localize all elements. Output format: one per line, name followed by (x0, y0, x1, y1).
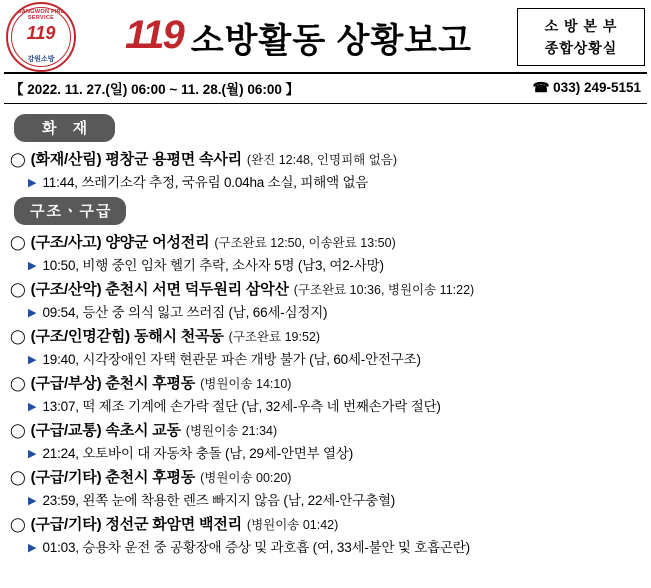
entry-title: (구급/기타) 정선군 화암면 백전리 (30, 516, 242, 533)
hq-line-2: 종합상황실 (544, 40, 618, 56)
circle-bullet-icon: ◯ (10, 516, 26, 532)
entry-main-line (0, 229, 651, 253)
triangle-bullet-icon: ▶ (28, 495, 37, 507)
hq-line-1: 소 방 본 부 (544, 18, 618, 34)
entry-detail: 01:03, 승용차 운전 중 공황장애 증상 및 과호흡 (여, 33세-불안 및 호흡곤란) (42, 540, 470, 555)
triangle-bullet-icon: ▶ (28, 401, 37, 413)
page-title: 소방활동 상황보고 (190, 21, 472, 60)
entry-detail: 11:44, 쓰레기소각 추정, 국유림 0.04ha 소실, 피해액 없음 (42, 175, 369, 190)
entry-status: (병원이송 00:20) (200, 471, 292, 485)
report-period: 【 2022. 11. 27.(일) 06:00 ~ 11. 28.(월) 06:00 】 (10, 82, 300, 97)
entry-detail-line (0, 347, 651, 370)
entry-detail-line (0, 253, 651, 276)
list-item (0, 276, 651, 323)
period-divider (4, 103, 647, 104)
entry-status: (병원이송 21:34) (185, 424, 278, 438)
list-item (0, 417, 651, 464)
entry-detail: 21:24, 오토바이 대 자동차 충돌 (남, 29세-안면부 열상) (42, 446, 354, 461)
section-rescue-entries (0, 227, 651, 558)
list-item (0, 146, 651, 193)
entry-main-line (0, 146, 651, 170)
circle-bullet-icon: ◯ (10, 375, 26, 391)
entry-title: (구급/교통) 속초시 교동 (30, 422, 181, 439)
entry-status: (완진 12:48, 인명피해 없음) (246, 153, 398, 167)
entry-title: (구조/산악) 춘천시 서면 덕두원리 삼악산 (30, 281, 289, 298)
list-item (0, 370, 651, 417)
list-item (0, 511, 651, 558)
entry-status: (병원이송 01:42) (246, 518, 339, 532)
entry-detail: 23:59, 왼쪽 눈에 착용한 렌즈 빠지지 않음 (남, 22세-안구충혈) (42, 493, 396, 508)
entry-main-line (0, 464, 651, 488)
list-item (0, 229, 651, 276)
entry-detail-line (0, 300, 651, 323)
entry-title: (화재/산림) 평창군 용평면 속사리 (30, 151, 242, 168)
section-fire-entries (0, 144, 651, 193)
entry-detail: 10:50, 비행 중인 임차 헬기 추락, 소사자 5명 (남3, 여2-사망) (42, 258, 384, 273)
section-rescue (0, 193, 651, 558)
title-group (76, 13, 517, 62)
circle-bullet-icon: ◯ (10, 151, 26, 167)
entry-detail-line (0, 441, 651, 464)
list-item (0, 323, 651, 370)
emblem-center-text: 119 (26, 23, 56, 43)
period-bar (0, 74, 651, 103)
triangle-bullet-icon: ▶ (28, 307, 37, 319)
contact-phone: ☎ 033) 249-5151 (532, 80, 641, 95)
entry-main-line (0, 276, 651, 300)
entry-detail-line (0, 488, 651, 511)
triangle-bullet-icon: ▶ (28, 260, 37, 272)
entry-title: (구조/인명갇힘) 동해시 천곡동 (30, 328, 224, 345)
section-fire-heading: 화 재 (14, 114, 115, 142)
entry-detail-line (0, 170, 651, 193)
entry-main-line (0, 370, 651, 394)
entry-main-line (0, 511, 651, 535)
entry-detail-line (0, 535, 651, 558)
list-item (0, 464, 651, 511)
triangle-bullet-icon: ▶ (28, 177, 37, 189)
circle-bullet-icon: ◯ (10, 328, 26, 344)
triangle-bullet-icon: ▶ (28, 542, 37, 554)
entry-title: (구급/부상) 춘천시 후평동 (30, 375, 196, 392)
entry-main-line (0, 323, 651, 347)
entry-status: (병원이송 14:10) (200, 377, 292, 391)
circle-bullet-icon: ◯ (10, 422, 26, 438)
logo-119-icon: 119 (125, 12, 183, 57)
emblem-bottom-text: 강원소방 (27, 56, 55, 63)
entry-title: (구급/기타) 춘천시 후평동 (30, 469, 196, 486)
section-rescue-heading: 구조ㆍ구급 (14, 197, 126, 225)
entry-detail: 13:07, 떡 제조 기계에 손가락 절단 (남, 32세-우측 네 번째손가락 절단) (42, 399, 441, 414)
entry-status: (구조완료 10:36, 병원이송 11:22) (293, 283, 475, 297)
entry-detail: 09:54, 등산 중 의식 잃고 쓰러짐 (남, 66세-심정지) (42, 305, 328, 320)
entry-status: (구조완료 12:50, 이송완료 13:50) (214, 236, 396, 250)
entry-detail-line (0, 394, 651, 417)
emblem-top-text: GANGWON FIRE SERVICE (17, 9, 65, 21)
section-fire (0, 110, 651, 193)
circle-bullet-icon: ◯ (10, 234, 26, 250)
entry-detail: 19:40, 시각장애인 자택 현관문 파손 개방 불가 (남, 60세-안전구조) (42, 352, 421, 367)
circle-bullet-icon: ◯ (10, 469, 26, 485)
report-header (0, 0, 651, 72)
triangle-bullet-icon: ▶ (28, 448, 37, 460)
circle-bullet-icon: ◯ (10, 281, 26, 297)
triangle-bullet-icon: ▶ (28, 354, 37, 366)
entry-title: (구조/사고) 양양군 어성전리 (30, 234, 210, 251)
entry-status: (구조완료 19:52) (228, 330, 321, 344)
entry-main-line (0, 417, 651, 441)
headquarters-box (517, 8, 645, 66)
fire-service-emblem-icon (6, 2, 76, 72)
